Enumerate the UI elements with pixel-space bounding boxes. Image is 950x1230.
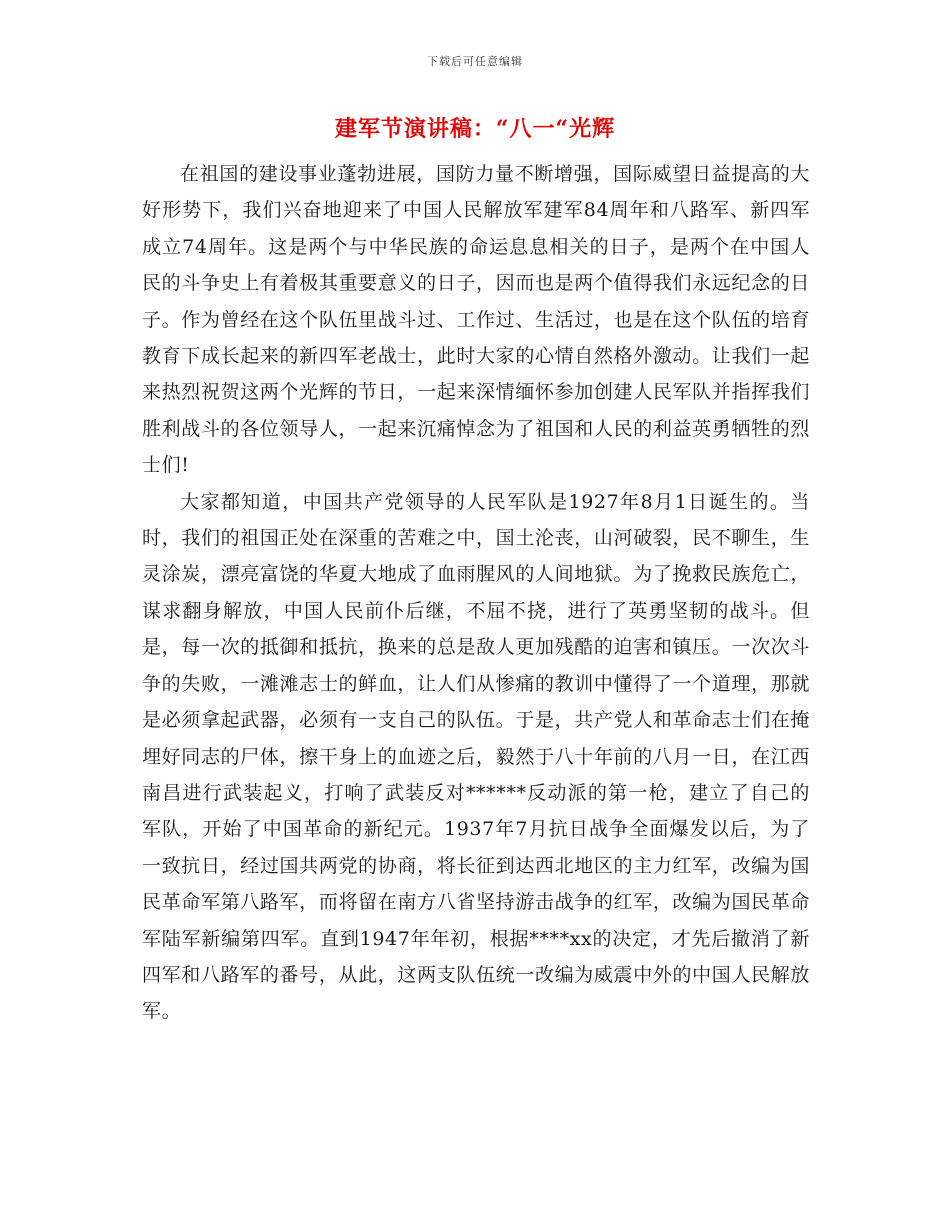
paragraph-1: 在祖国的建设事业蓬勃进展，国防力量不断增强，国际威望日益提高的大好形势下，我们兴奋地迎来了中国人民解放军建军84周年和八路军、新四军成立74周年。这是两个与中华民族的命运息息相关的日子，是两个在中国人民的斗争史上有着极其重要意义的日子，因而也是两个值得我们永远纪念的日子。作为曾经在这个队伍里战斗过、工作过、生活过，也是在这个队伍的培育教育下成长起来的新四军老战士，此时大家的心情自然格外激动。让我们一起来热烈祝贺这两个光辉的节日，一起来深情缅怀参加创建人民军队并指挥我们胜利战斗的各位领导人，一起来沉痛悼念为了祖国和人民的利益英勇牺牲的烈士们! — [142, 163, 810, 477]
document-body — [142, 156, 810, 1030]
paragraph-2: 大家都知道，中国共产党领导的人民军队是1927年8月1日诞生的。当时，我们的祖国正处在深重的苦难之中，国土沦丧，山河破裂，民不聊生，生灵涂炭，漂亮富饶的华夏大地成了血雨腥风的人间地狱。为了挽救民族危亡，谋求翻身解放，中国人民前仆后继，不屈不挠，进行了英勇坚韧的战斗。但是，每一次的抵御和抵抗，换来的总是敌人更加残酷的迫害和镇压。一次次斗争的失败，一滩滩志士的鲜血，让人们从惨痛的教训中懂得了一个道理，那就是必须拿起武器，必须有一支自己的队伍。于是，共产党人和革命志士们在掩埋好同志的尸体，擦干身上的血迹之后，毅然于八十年前的八月一日，在江西南昌进行武装起义，打响了武装反对******反动派的第一枪，建立了自己的军队，开始了中国革命的新纪元。1937年7月抗日战争全面爆发以后，为了一致抗日，经过国共两党的协商，将长征到达西北地区的主力红军，改编为国民革命军第八路军，而将留在南方八省坚持游击战争的红军，改编为国民革命军陆军新编第四军。直到1947年年初，根据****xx的决定，才先后撤消了新四军和八路军的番号，从此，这两支队伍统一改编为威震中外的中国人民解放军。 — [142, 490, 810, 1023]
document-title: 建军节演讲稿：“八一“光辉 — [334, 116, 616, 142]
header-note: 下载后可任意编辑 — [427, 55, 523, 68]
